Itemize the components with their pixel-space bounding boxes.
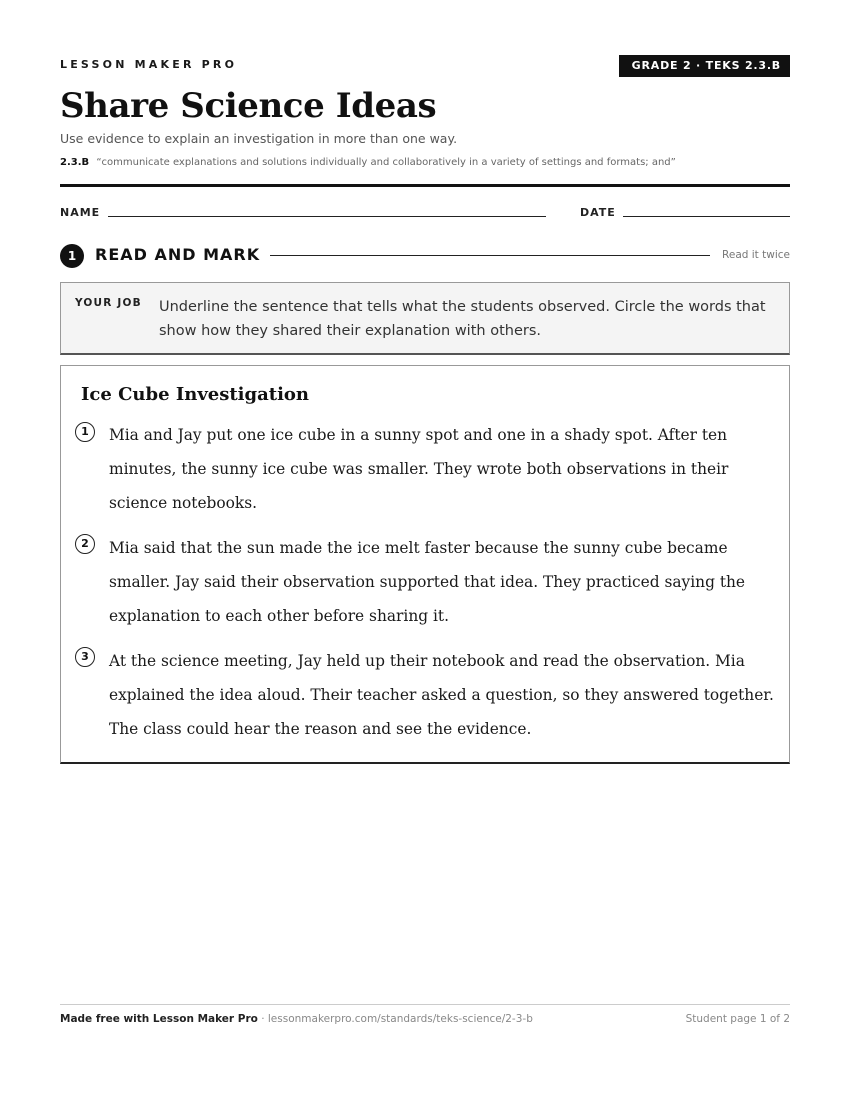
standard-text: “communicate explanations and solutions individually and collaboratively in a variety of settings and formats; and” — [96, 157, 676, 168]
reading-passage — [60, 365, 790, 764]
standard-line — [60, 157, 676, 168]
name-write-line[interactable] — [108, 216, 546, 217]
footer-credit — [60, 1013, 533, 1025]
standard-code: 2.3.B — [60, 157, 90, 168]
grade-badge: GRADE 2 · TEKS 2.3.B — [619, 55, 790, 77]
paragraph-number-2: 2 — [75, 534, 95, 554]
your-job-label: YOUR JOB — [75, 297, 142, 309]
paragraph-number-1: 1 — [75, 422, 95, 442]
passage-paragraph-3[interactable]: At the science meeting, Jay held up their notebook and read the observation. Mia explained the idea aloud. Their teacher asked a question, so they answered together. The class could hear the reason and see the evidence. — [109, 652, 774, 738]
footer-url[interactable]: · lessonmakerpro.com/standards/teks-science/2-3-b — [261, 1013, 533, 1025]
footer-divider — [60, 1004, 790, 1005]
section-number-badge: 1 — [60, 244, 84, 268]
section-divider — [270, 255, 710, 256]
worksheet-title: Share Science Ideas — [60, 86, 437, 126]
paragraph-number-3: 3 — [75, 647, 95, 667]
section-note: Read it twice — [722, 249, 790, 261]
passage-paragraph-1[interactable]: Mia and Jay put one ice cube in a sunny spot and one in a shady spot. After ten minutes, the sunny ice cube was smaller. They wrote both observations in their science notebooks. — [109, 426, 729, 512]
date-label: DATE — [580, 206, 616, 219]
header-divider — [60, 184, 790, 187]
date-write-line[interactable] — [623, 216, 790, 217]
passage-paragraph-2[interactable]: Mia said that the sun made the ice melt faster because the sunny cube became smaller. Jay said their observation supported that idea. They practiced saying the explanation to each other before sharing it. — [109, 539, 746, 625]
section-title: READ AND MARK — [95, 245, 261, 264]
worksheet-subtitle: Use evidence to explain an investigation in more than one way. — [60, 131, 458, 146]
your-job-instructions: Underline the sentence that tells what the students observed. Circle the words that show how they shared their explanation with others. — [159, 299, 766, 339]
your-job-box — [60, 282, 790, 355]
footer-page-number: Student page 1 of 2 — [685, 1013, 790, 1025]
brand-name: LESSON MAKER PRO — [60, 58, 238, 71]
passage-title: Ice Cube Investigation — [81, 384, 310, 405]
footer-made-with: Made free with Lesson Maker Pro — [60, 1013, 258, 1025]
name-label: NAME — [60, 206, 101, 219]
